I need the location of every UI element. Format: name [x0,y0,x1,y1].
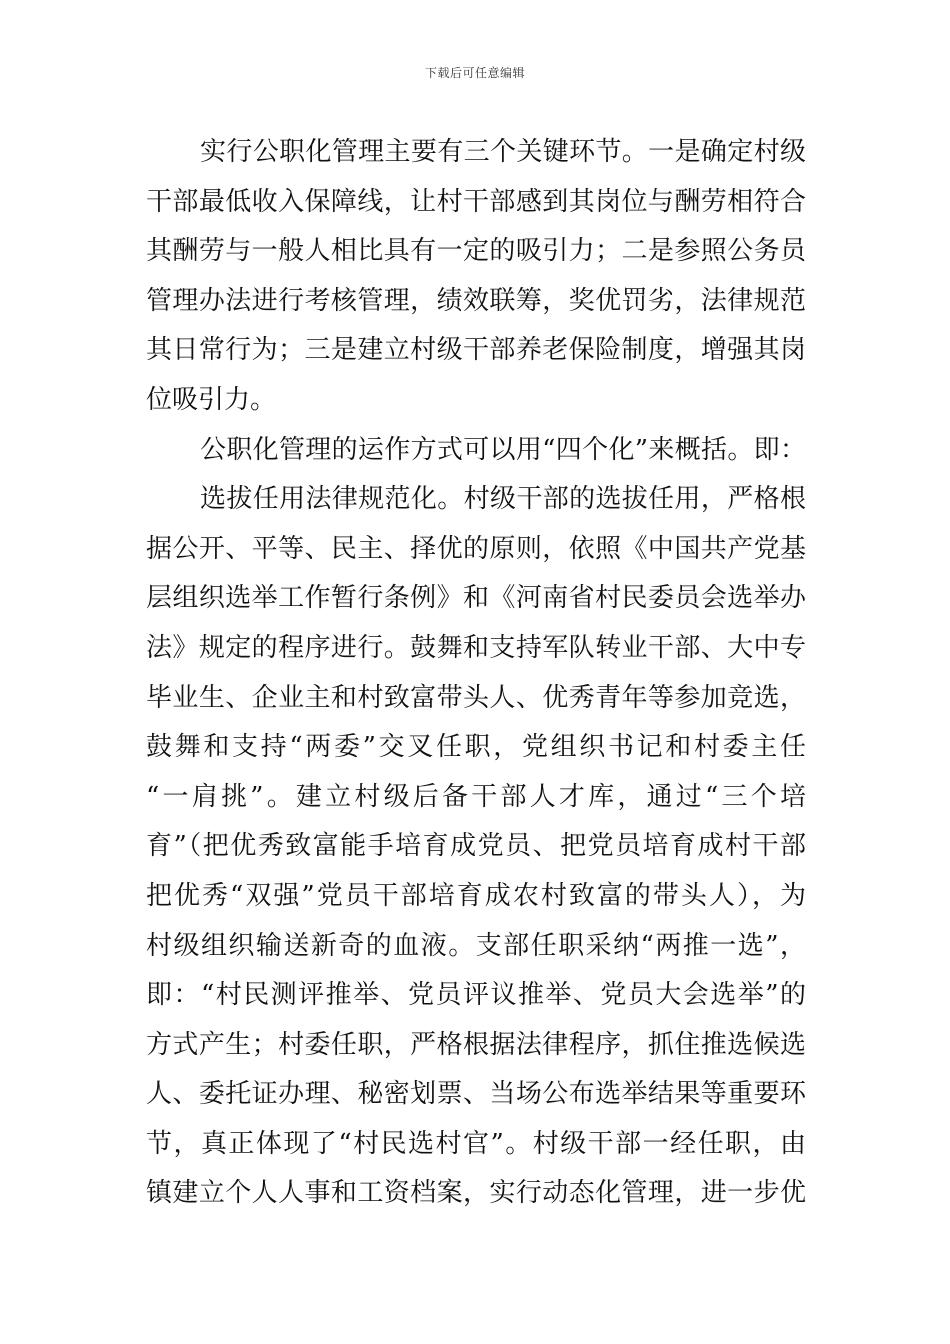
text-line: 把优秀“双强”党员干部培育成农村致富的带头人），为 [146,880,806,911]
text-line: 法》规定的程序进行。鼓舞和支持军队转业干部、大中专 [146,632,806,663]
text-line: 公职化管理的运作方式可以用“四个化”来概括。即： [200,434,806,465]
text-line: 人、委托证办理、秘密划票、当场公布选举结果等重要环 [146,1079,806,1110]
text-line: “一肩挑”。建立村级后备干部人才库，通过“三个培 [146,781,806,812]
text-line: 管理办法进行考核管理，绩效联筹，奖优罚劣，法律规范 [146,285,806,316]
text-line: 据公开、平等、民主、择优的原则，依照《中国共产党基 [146,533,806,564]
text-line: 育”（把优秀致富能手培育成党员、把党员培育成村干部 [146,831,806,862]
text-line: 选拔任用法律规范化。村级干部的选拔任用，严格根 [200,484,806,515]
text-line: 即：“村民测评推举、党员评议推举、党员大会选举”的 [146,980,806,1011]
text-line: 毕业生、企业主和村致富带头人、优秀青年等参加竞选， [146,682,806,713]
document-body [146,128,806,1219]
text-line: 实行公职化管理主要有三个关键环节。一是确定村级 [200,137,806,167]
text-line: 位吸引力。 [146,384,277,415]
header-note: 下载后可任意编辑 [424,66,525,80]
text-line: 节，真正体现了“村民选村官”。村级干部一经任职，由 [146,1128,806,1159]
text-line: 层组织选举工作暂行条例》和《河南省村民委员会选举办 [146,583,806,614]
text-line: 村级组织输送新奇的血液。支部任职采纳“两推一选”， [146,930,806,961]
text-line: 其酬劳与一般人相比具有一定的吸引力；二是参照公务员 [146,236,806,267]
text-line: 干部最低收入保障线，让村干部感到其岗位与酬劳相符合 [146,186,806,217]
text-line: 其日常行为；三是建立村级干部养老保险制度，增强其岗 [146,335,806,366]
text-line: 镇建立个人人事和工资档案，实行动态化管理，进一步优 [146,1178,806,1209]
text-line: 方式产生；村委任职，严格根据法律程序，抓住推选候选 [146,1029,806,1060]
text-line: 鼓舞和支持“两委”交叉任职，党组织书记和村委主任 [146,732,806,763]
